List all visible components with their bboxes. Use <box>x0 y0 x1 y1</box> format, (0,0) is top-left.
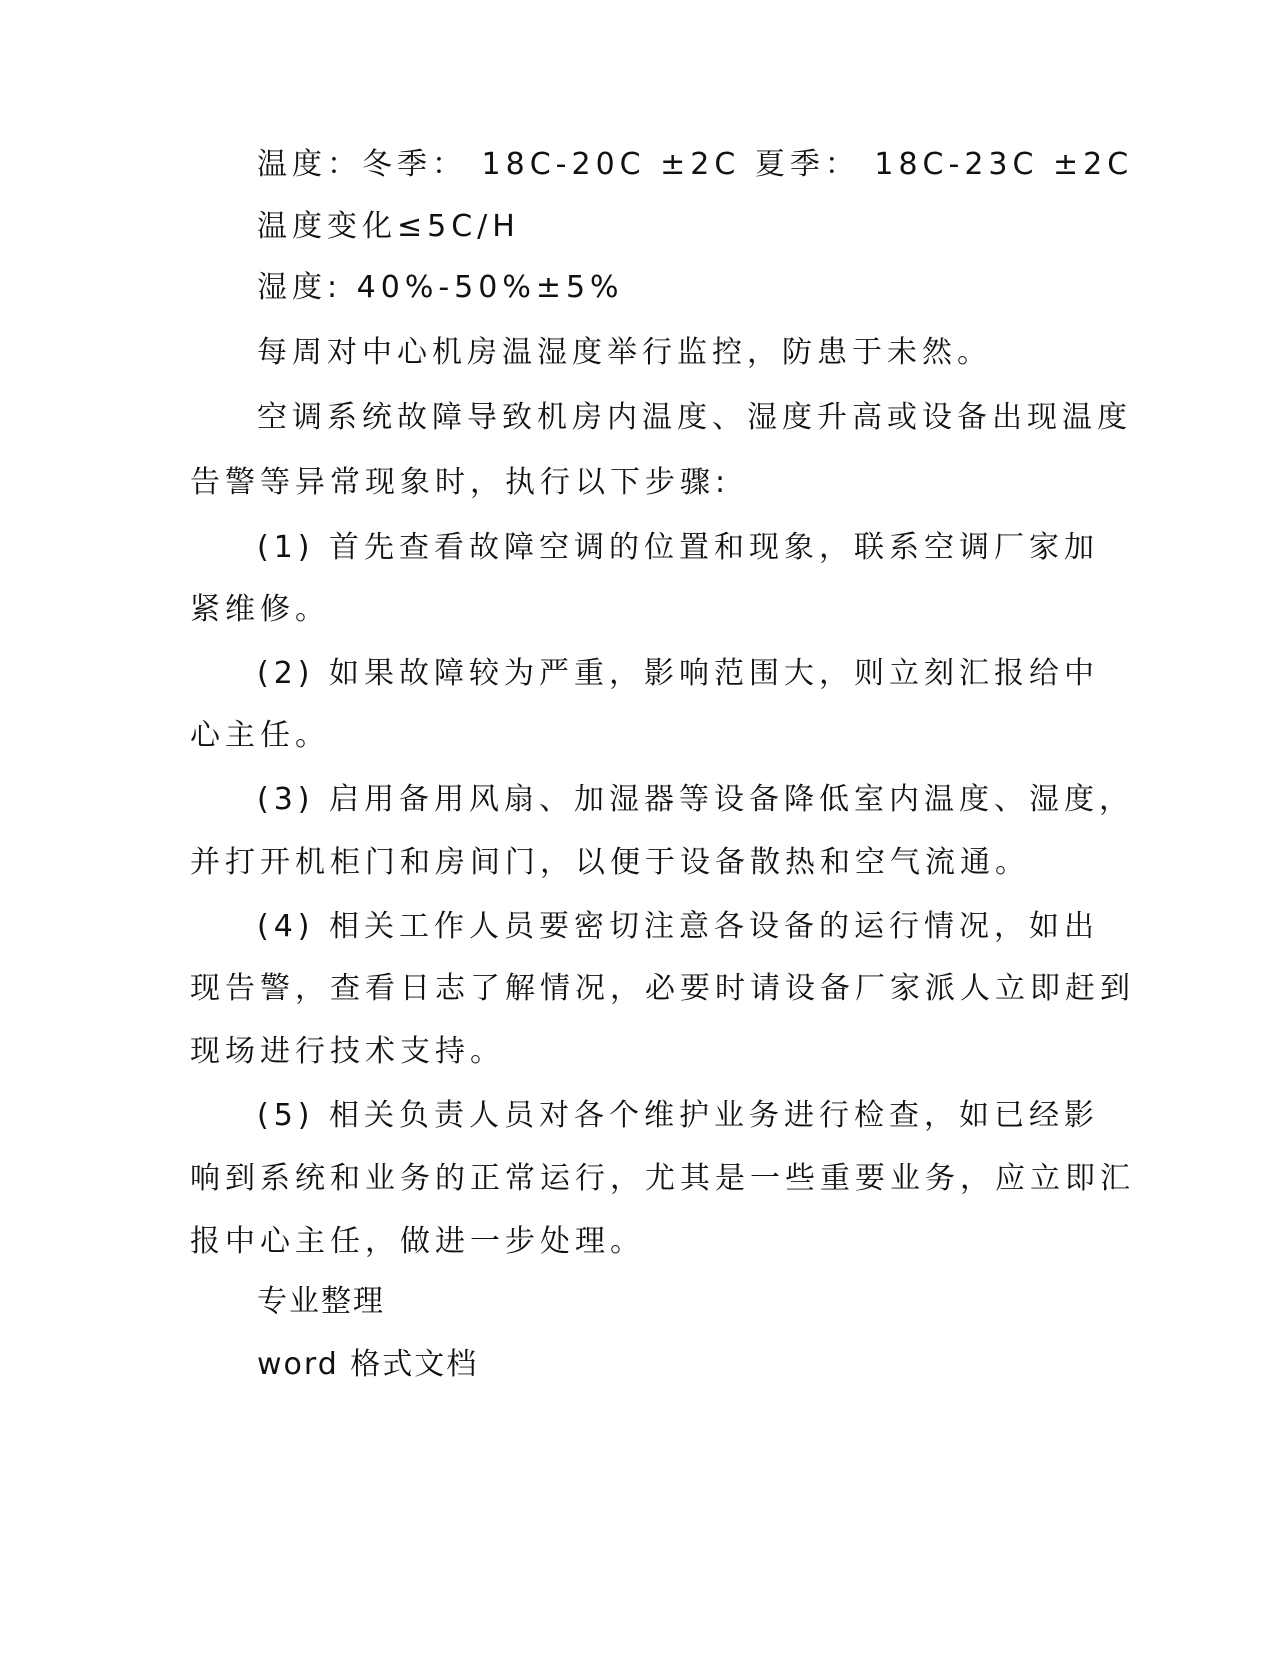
step-4-line: 现场进行技术支持。 <box>190 1034 505 1069</box>
paragraph-line: 告警等异常现象时，执行以下步骤: <box>190 465 731 500</box>
step-1-line: 紧维修。 <box>190 592 330 627</box>
footer-format-label: word 格式文档 <box>257 1347 479 1382</box>
step-3-line: (3) 启用备用风扇、加湿器等设备降低室内温度、湿度， <box>257 782 1135 817</box>
step-3-line: 并打开机柜门和房间门，以便于设备散热和空气流通。 <box>190 845 1030 880</box>
step-1-line: (1) 首先查看故障空调的位置和现象，联系空调厂家加 <box>257 530 1100 565</box>
step-2-line: 心主任。 <box>190 718 330 753</box>
step-5-line: 报中心主任，做进一步处理。 <box>190 1224 645 1259</box>
step-4-line: (4) 相关工作人员要密切注意各设备的运行情况，如出 <box>257 909 1100 944</box>
temperature-line: 温度：冬季： 18C-20C ±2C 夏季： 18C-23C ±2C <box>257 147 1134 182</box>
footer-label: 专业整理 <box>257 1284 385 1319</box>
step-2-line: (2) 如果故障较为严重，影响范围大，则立刻汇报给中 <box>257 656 1100 691</box>
monitoring-line: 每周对中心机房温湿度举行监控，防患于未然。 <box>257 335 992 370</box>
humidity-line: 湿度: 40%-50%±5% <box>257 270 624 305</box>
paragraph-line: 空调系统故障导致机房内温度、湿度升高或设备出现温度 <box>257 400 1132 435</box>
step-5-line: 响到系统和业务的正常运行，尤其是一些重要业务，应立即汇 <box>190 1161 1135 1196</box>
temperature-change-line: 温度变化≤5C/H <box>257 209 520 244</box>
step-4-line: 现告警，查看日志了解情况，必要时请设备厂家派人立即赶到 <box>190 971 1135 1006</box>
step-5-line: (5) 相关负责人员对各个维护业务进行检查，如已经影 <box>257 1098 1100 1133</box>
